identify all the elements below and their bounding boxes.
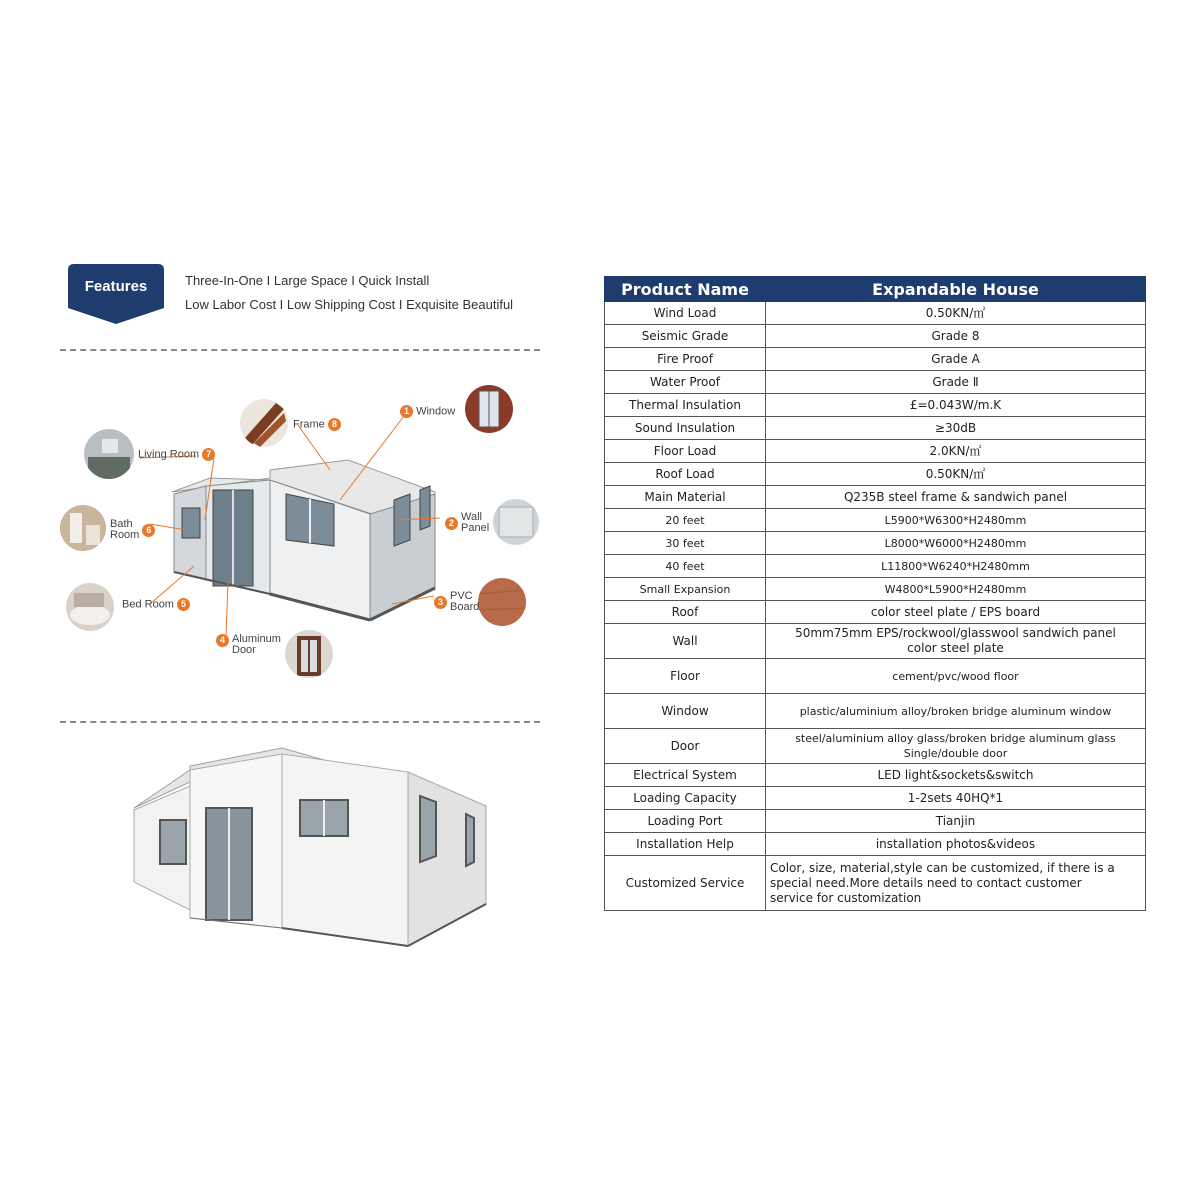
spec-value: L8000*W6000*H2480mm — [766, 532, 1146, 555]
spec-key: Installation Help — [605, 833, 766, 856]
features-line-2: Low Labor Cost I Low Shipping Cost I Exquisite Beautiful — [185, 297, 514, 312]
spec-value: 0.50KN/㎡ — [766, 463, 1146, 486]
window-photo — [465, 385, 513, 433]
spec-value: 2.0KN/㎡ — [766, 440, 1146, 463]
callout-window — [400, 405, 455, 418]
callout-bath-room-number: 6 — [142, 524, 155, 537]
spec-key: 40 feet — [605, 555, 766, 578]
spec-value — [766, 856, 1146, 911]
spec-row-window — [605, 694, 1146, 729]
callout-wall-panel-number: 2 — [445, 517, 458, 530]
spec-key: Customized Service — [605, 856, 766, 911]
spec-value: 1-2sets 40HQ*1 — [766, 787, 1146, 810]
spec-row-wind-load — [605, 302, 1146, 325]
callout-living-room — [138, 448, 215, 461]
spec-value — [766, 729, 1146, 764]
features-line-1: Three-In-One I Large Space I Quick Install — [185, 273, 430, 288]
living-room-photo — [84, 429, 134, 479]
spec-value: LED light&sockets&switch — [766, 764, 1146, 787]
spec-row-main-material — [605, 486, 1146, 509]
spec-row-loading-capacity — [605, 787, 1146, 810]
spec-row-installation-help — [605, 833, 1146, 856]
spec-row-loading-port — [605, 810, 1146, 833]
callout-living-room-label: Living Room — [138, 448, 200, 461]
completed-house-illustration — [134, 748, 486, 946]
spec-key: Water Proof — [605, 371, 766, 394]
callout-pvc-board-label-2: Board — [450, 601, 480, 613]
spec-value-line-3: service for customization — [770, 890, 922, 905]
spec-header-row — [605, 277, 1146, 302]
spec-key: Loading Port — [605, 810, 766, 833]
spec-table — [604, 276, 1146, 911]
divider-top — [60, 349, 540, 351]
divider-bottom — [60, 721, 540, 723]
callout-pvc-board-label-1: PVC — [450, 590, 473, 602]
spec-key: Electrical System — [605, 764, 766, 787]
spec-key: Fire Proof — [605, 348, 766, 371]
spec-value: color steel plate / EPS board — [766, 601, 1146, 624]
wall-panel-photo — [493, 499, 539, 545]
spec-key: 30 feet — [605, 532, 766, 555]
spec-value: L5900*W6300*H2480mm — [766, 509, 1146, 532]
spec-row-small-expansion — [605, 578, 1146, 601]
spec-key: Floor — [605, 659, 766, 694]
bed-room-photo — [66, 583, 114, 631]
spec-row-thermal-insulation — [605, 394, 1146, 417]
spec-row-customized-service — [605, 856, 1146, 911]
callout-aluminum-door — [216, 634, 281, 656]
spec-key: Floor Load — [605, 440, 766, 463]
spec-value: Q235B steel frame & sandwich panel — [766, 486, 1146, 509]
spec-row-floor — [605, 659, 1146, 694]
callout-bath-room-label-2: Room — [110, 529, 140, 541]
spec-value: plastic/aluminium alloy/broken bridge aluminum window — [766, 694, 1146, 729]
spec-row-30-feet — [605, 532, 1146, 555]
spec-value: Grade 8 — [766, 325, 1146, 348]
spec-row-electrical-system — [605, 764, 1146, 787]
callout-living-room-number: 7 — [202, 448, 215, 461]
callout-wall-panel-label-1: Wall — [461, 511, 482, 523]
expanded-house-illustration — [172, 460, 435, 620]
spec-value — [766, 624, 1146, 659]
spec-value: Grade Ⅱ — [766, 371, 1146, 394]
callout-aluminum-door-label-1: Aluminum — [232, 633, 281, 645]
spec-key: Window — [605, 694, 766, 729]
spec-key: Roof Load — [605, 463, 766, 486]
spec-key: Seismic Grade — [605, 325, 766, 348]
spec-value: Tianjin — [766, 810, 1146, 833]
spec-row-roof-load — [605, 463, 1146, 486]
spec-key: Thermal Insulation — [605, 394, 766, 417]
callout-frame-label: Frame — [293, 418, 325, 431]
spec-value: ≥30dB — [766, 417, 1146, 440]
spec-row-20-feet — [605, 509, 1146, 532]
spec-key: 20 feet — [605, 509, 766, 532]
spec-row-floor-load — [605, 440, 1146, 463]
spec-value-line-1: Color, size, material,style can be customized, if there is a — [770, 860, 1115, 875]
callout-bath-room — [110, 519, 155, 541]
spec-row-wall — [605, 624, 1146, 659]
features-badge-label: Features — [84, 278, 148, 295]
spec-value-line-1: 50mm75mm EPS/rockwool/glasswool sandwich panel — [795, 626, 1116, 640]
features-badge — [68, 264, 164, 324]
spec-value-line-2: color steel plate — [907, 641, 1004, 655]
frame-photo — [240, 399, 288, 447]
spec-key: Sound Insulation — [605, 417, 766, 440]
spec-key: Loading Capacity — [605, 787, 766, 810]
spec-key: Wind Load — [605, 302, 766, 325]
spec-row-seismic-grade — [605, 325, 1146, 348]
callout-pvc-board-number: 3 — [434, 596, 447, 609]
spec-row-fire-proof — [605, 348, 1146, 371]
spec-row-sound-insulation — [605, 417, 1146, 440]
callout-window-number: 1 — [400, 405, 413, 418]
spec-value: £=0.043W/m.K — [766, 394, 1146, 417]
spec-value: L11800*W6240*H2480mm — [766, 555, 1146, 578]
spec-value-line-2: Single/double door — [903, 747, 1008, 760]
spec-key: Small Expansion — [605, 578, 766, 601]
spec-value-line-2: special need.More details need to contact customer — [770, 875, 1082, 890]
callout-wall-panel-label-2: Panel — [461, 522, 490, 534]
pvc-board-photo — [478, 578, 526, 626]
spec-value: 0.50KN/㎡ — [766, 302, 1146, 325]
spec-value: W4800*L5900*H2480mm — [766, 578, 1146, 601]
callout-pvc-board — [434, 591, 479, 613]
aluminum-door-photo — [285, 630, 333, 678]
callout-frame-number: 8 — [328, 418, 341, 431]
spec-header-value: Expandable House — [766, 277, 1146, 302]
bath-room-photo — [60, 505, 106, 551]
spec-value-line-1: steel/aluminium alloy glass/broken bridge aluminum glass — [795, 732, 1116, 745]
spec-row-roof — [605, 601, 1146, 624]
callout-wall-panel — [445, 512, 489, 534]
spec-value: cement/pvc/wood floor — [766, 659, 1146, 694]
callout-bath-room-label-1: Bath — [110, 518, 133, 530]
spec-key: Roof — [605, 601, 766, 624]
callout-aluminum-door-label-2: Door — [232, 644, 256, 656]
callout-frame — [293, 418, 341, 431]
callout-bed-room-label: Bed Room — [122, 598, 174, 611]
spec-row-water-proof — [605, 371, 1146, 394]
spec-key: Main Material — [605, 486, 766, 509]
spec-row-40-feet — [605, 555, 1146, 578]
spec-key: Wall — [605, 624, 766, 659]
spec-value: Grade A — [766, 348, 1146, 371]
callout-bed-room — [122, 598, 190, 611]
callout-bed-room-number: 5 — [177, 598, 190, 611]
spec-value: installation photos&videos — [766, 833, 1146, 856]
callout-aluminum-door-number: 4 — [216, 634, 229, 647]
spec-row-door — [605, 729, 1146, 764]
spec-header-key: Product Name — [605, 277, 766, 302]
spec-key: Door — [605, 729, 766, 764]
callout-window-label: Window — [416, 405, 456, 418]
